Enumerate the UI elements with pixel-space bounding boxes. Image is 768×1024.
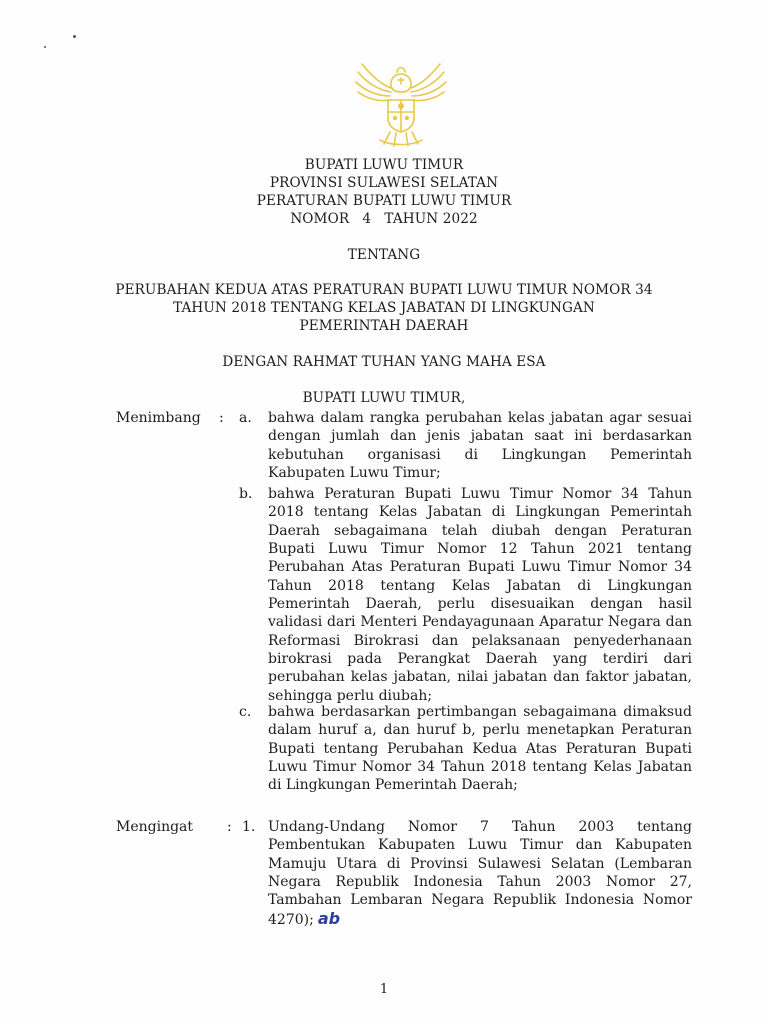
- scan-speck: [73, 35, 76, 38]
- regulation-title-line-1: PERUBAHAN KEDUA ATAS PERATURAN BUPATI LUWU TIMUR NOMOR 34: [115, 282, 653, 298]
- header-regent: BUPATI LUWU TIMUR: [304, 157, 464, 173]
- mengingat-paragraph-1-text: Undang-Undang Nomor 7 Tahun 2003 tentang Pembentukan Kabupaten Luwu Timur dan Kabupaten Mamuju Utara di Provinsi Sulawesi Selatan (Lembaran Negara Republik Indonesia Tahun 2003 Nomor 27, Tambahan Lembaran Negara Republik Indonesia Nomor 4270);: [268, 819, 692, 928]
- menimbang-paragraph-a: bahwa dalam rangka perubahan kelas jabatan agar sesuai dengan jumlah dan jenis jabatan saat ini berdasarkan kebutuhan organisasi di Lingkungan Pemerintah Kabupaten Luwu Timur;: [268, 410, 692, 482]
- header-province: PROVINSI SULAWESI SELATAN: [269, 175, 499, 191]
- mengingat-paragraph-1: [268, 818, 692, 929]
- blessing-line: DENGAN RAHMAT TUHAN YANG MAHA ESA: [222, 354, 546, 370]
- mengingat-marker-1: 1.: [242, 819, 256, 835]
- menimbang-marker-b: b.: [239, 486, 253, 502]
- menimbang-paragraph-b: bahwa Peraturan Bupati Luwu Timur Nomor 34 Tahun 2018 tentang Kelas Jabatan di Lingkungan Pemerintah Daerah sebagaimana telah diubah dengan Peraturan Bupati Luwu Timur Nomor 12 Tahun 2021 tentang Perubahan Atas Peraturan Bupati Luwu Timur Nomor 34 Tahun 2018 tentang Kelas Jabatan di Lingkungan Pemerintah Daerah, perlu disesuaikan dengan hasil validasi dari Menteri Pendayagunaan Aparatur Negara dan Reformasi Birokrasi dan pelaksanaan penyederhanaan birokrasi pada Perangkat Daerah yang terdiri dari perubahan kelas jabatan, nilai jabatan dan faktor jabatan, sehingga perlu diubah;: [268, 486, 692, 704]
- scan-speck: [44, 46, 46, 48]
- menimbang-colon: :: [219, 410, 224, 426]
- regulation-title-line-3: PEMERINTAH DAERAH: [299, 318, 469, 334]
- garuda-pancasila-emblem-icon: [350, 60, 452, 150]
- paraf-initials: ab: [317, 908, 341, 928]
- regulation-title-line-2: TAHUN 2018 TENTANG KELAS JABATAN DI LINGKUNGAN: [173, 300, 595, 316]
- header-regulation: PERATURAN BUPATI LUWU TIMUR: [256, 193, 512, 209]
- menimbang-label: Menimbang: [116, 410, 201, 426]
- menimbang-marker-a: a.: [239, 410, 252, 426]
- tentang-heading: TENTANG: [347, 247, 421, 263]
- menimbang-paragraph-c: bahwa berdasarkan pertimbangan sebagaimana dimaksud dalam huruf a, dan huruf b, perlu menetapkan Peraturan Bupati tentang Perubahan Kedua Atas Peraturan Bupati Luwu Timur Nomor 34 Tahun 2018 tentang Kelas Jabatan di Lingkungan Pemerintah Daerah;: [268, 704, 692, 794]
- menimbang-marker-c: c.: [239, 704, 252, 720]
- header-number-year: NOMOR 4 TAHUN 2022: [290, 211, 478, 227]
- mengingat-label: Mengingat: [116, 819, 194, 835]
- page-number: 1: [379, 982, 389, 997]
- regent-line: BUPATI LUWU TIMUR,: [302, 390, 466, 406]
- mengingat-colon: :: [227, 819, 232, 835]
